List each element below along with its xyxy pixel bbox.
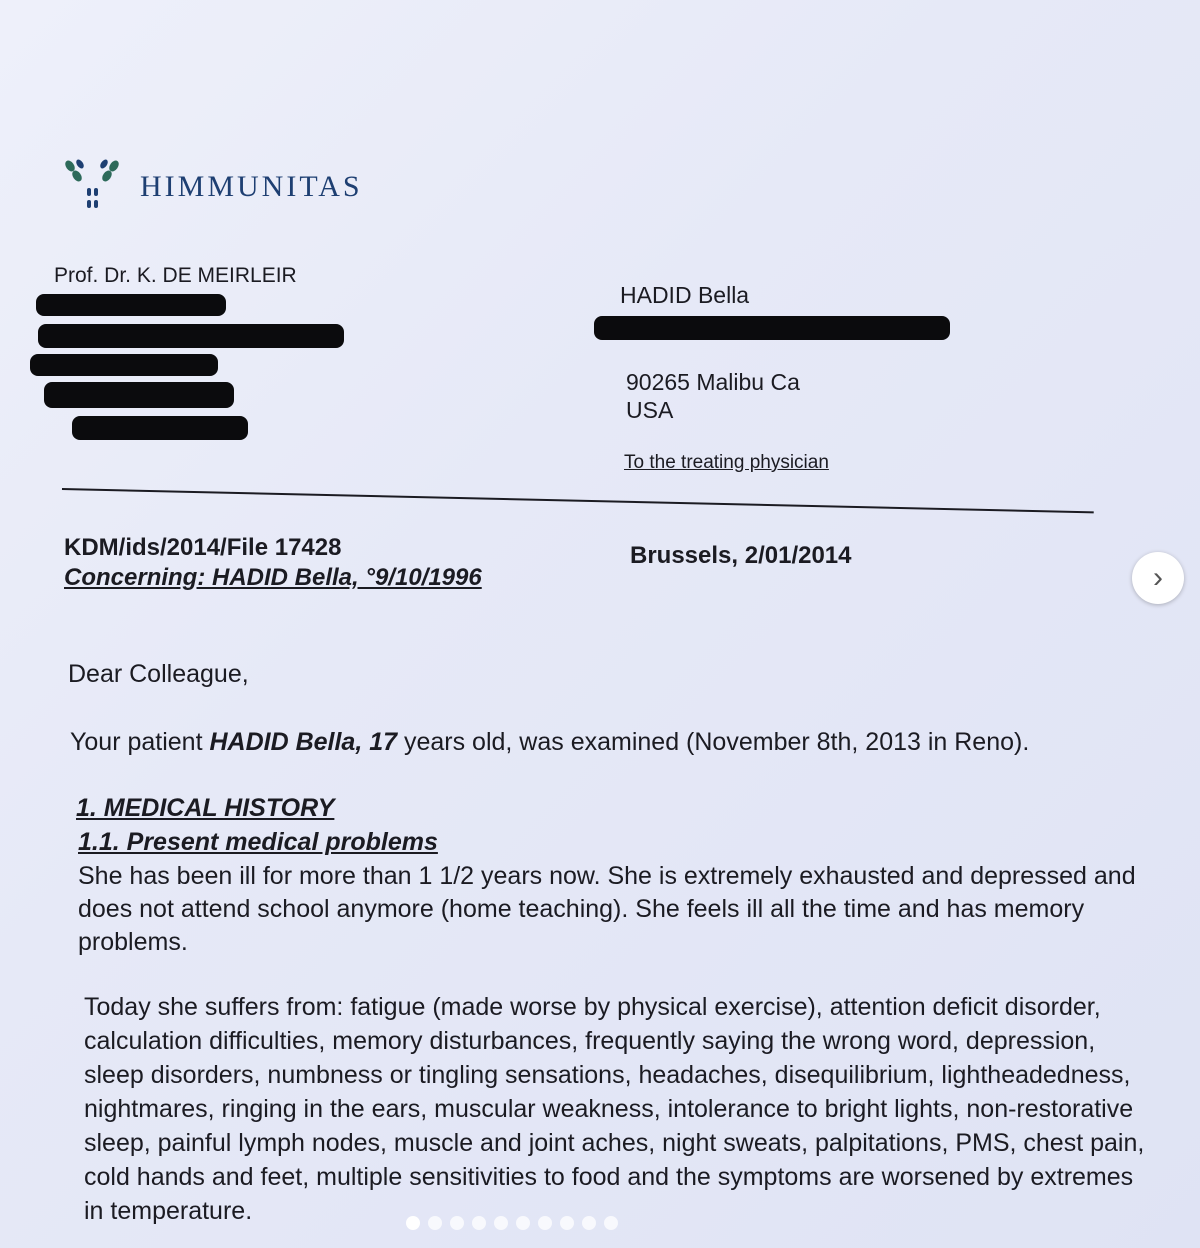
carousel-dots — [406, 1216, 618, 1230]
carousel-dot[interactable] — [450, 1216, 464, 1230]
carousel-dot[interactable] — [538, 1216, 552, 1230]
attention-line: To the treating physician — [624, 452, 829, 473]
intro-line — [70, 728, 1029, 757]
paragraph: Today she suffers from: fatigue (made worse by physical exercise), attention deficit disorder, calculation difficulties, memory disturbances, frequently saying the wrong word, depression, sleep disorders, numbness or tingling sensations, headaches, disequilibrium, lightheadedness, nightmares, ringing in the ears, muscular weakness, intolerance to bright lights, non-restorative sleep, painful lymph nodes, muscle and joint aches, night sweats, palpitations, PMS, chest pain, cold hands and feet, multiple sensitivities to food and the symptoms are worsened by extremes in temperature. — [84, 993, 1145, 1225]
carousel-dot[interactable] — [604, 1216, 618, 1230]
carousel-dot[interactable] — [428, 1216, 442, 1230]
recipient-name: HADID Bella — [620, 282, 750, 308]
carousel-dot[interactable] — [494, 1216, 508, 1230]
place-date: Brussels, 2/01/2014 — [630, 542, 852, 569]
chevron-right-icon: › — [1153, 561, 1163, 594]
recipient-address — [626, 368, 800, 424]
intro-patient: HADID Bella, 17 — [209, 728, 398, 756]
greeting: Dear Colleague, — [68, 660, 249, 688]
redacted-block — [30, 354, 218, 376]
intro-suffix: years old, was examined (November 8th, 2013 in Reno). — [397, 728, 1030, 756]
divider — [62, 488, 1094, 513]
carousel-dot[interactable] — [516, 1216, 530, 1230]
file-reference: KDM/ids/2014/File 17428 — [64, 534, 342, 561]
paragraph: She has been ill for more than 1 1/2 years now. She is extremely exhausted and depressed and does not attend school anymore (home teaching). She feels ill all the time and has memory problems. — [78, 862, 1136, 956]
carousel-dot[interactable] — [406, 1216, 420, 1230]
address-city: 90265 Malibu Ca — [626, 369, 800, 395]
redacted-block — [72, 416, 248, 440]
logo — [62, 156, 363, 218]
next-slide-button[interactable] — [1132, 552, 1184, 604]
subsection-heading: 1.1. Present medical problems — [78, 828, 438, 856]
redacted-block — [594, 316, 950, 340]
org-name: HIMMUNITAS — [140, 170, 363, 203]
redacted-block — [38, 324, 344, 348]
concerning-line: Concerning: HADID Bella, °9/10/1996 — [64, 564, 482, 591]
address-country: USA — [626, 397, 674, 423]
sender-name: Prof. Dr. K. DE MEIRLEIR — [54, 264, 297, 287]
section-heading: 1. MEDICAL HISTORY — [76, 794, 335, 822]
carousel-dot[interactable] — [582, 1216, 596, 1230]
redacted-block — [36, 294, 226, 316]
carousel-dot[interactable] — [560, 1216, 574, 1230]
antibody-logo-icon — [62, 156, 124, 218]
intro-prefix: Your patient — [70, 728, 210, 756]
redacted-block — [44, 382, 234, 408]
carousel-dot[interactable] — [472, 1216, 486, 1230]
